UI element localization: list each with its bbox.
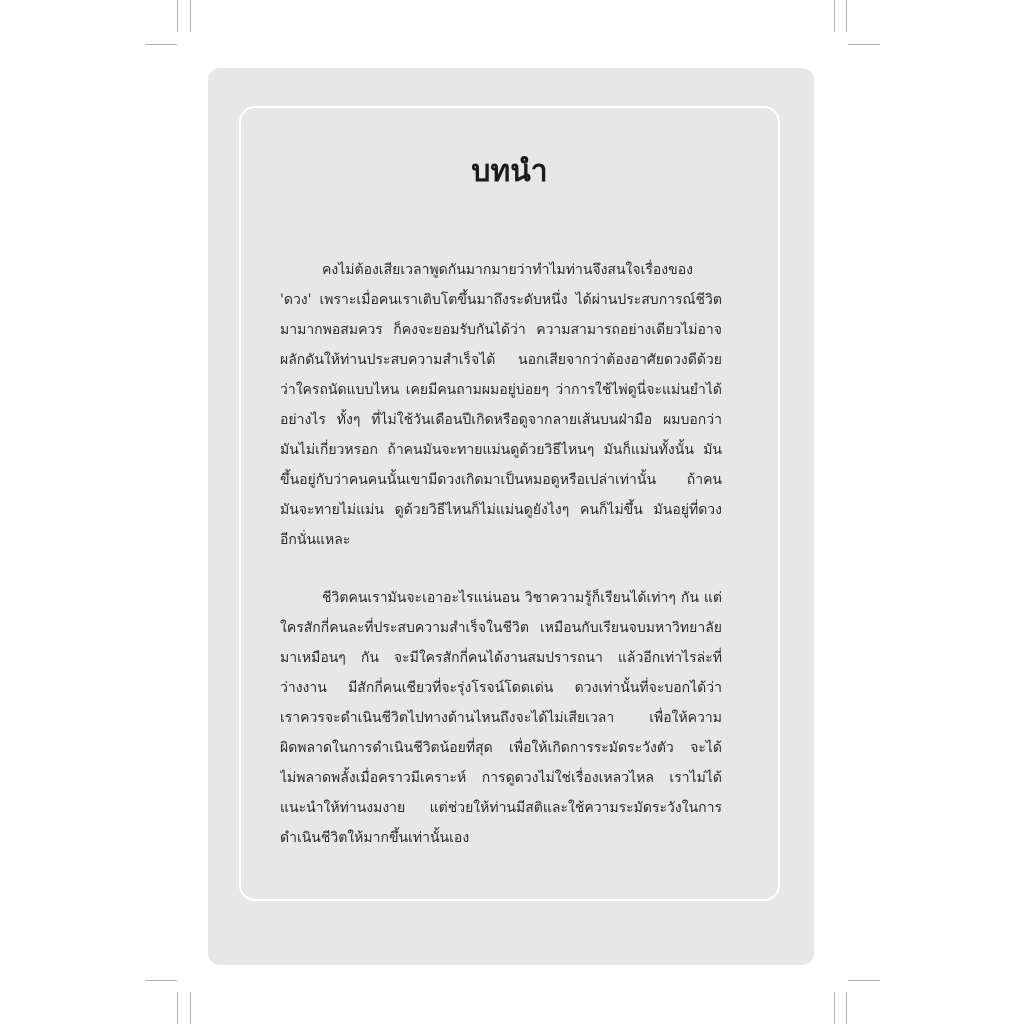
crop-mark-bottom-left-h <box>145 980 177 981</box>
paragraph-2-line-4: ว่างงาน มีสักกี่คนเชียวที่จะรุ่งโรจน์โดดเด่น ดวงเท่านั้นที่จะบอกได้ว่า <box>280 680 722 696</box>
crop-mark-bottom-right-inner <box>834 992 835 1024</box>
paragraph-1-line-10: อีกนั่นแหละ <box>280 532 351 548</box>
page-title: บทนำ <box>471 154 548 189</box>
paragraph-2-line-3: มาเหมือนๆ กัน จะมีใครสักกี่คนได้งานสมปรารถนา แล้วอีกเท่าไรล่ะที่ <box>280 650 722 666</box>
paragraph-1-line-4: ผลักดันให้ท่านประสบความสำเร็จได้ นอกเสียจากว่าต้องอาศัยดวงดีด้วย <box>280 352 722 368</box>
paragraph-2-line-8: แนะนำให้ท่านงมงาย แต่ช่วยให้ท่านมีสติและใช้ความระมัดระวังในการ <box>280 800 722 816</box>
paragraph-1-line-3: มามากพอสมควร ก็คงจะยอมรับกันได้ว่า ความสามารถอย่างเดียวไม่อาจ <box>280 322 722 338</box>
paragraph-1-line-9: มันจะทายไม่แม่น ดูด้วยวิธีไหนก็ไม่แม่นดูยังไงๆ คนก็ไม่ขึ้น มันอยู่ที่ดวง <box>280 502 722 518</box>
paragraph-1-line-2: 'ดวง' เพราะเมื่อคนเราเติบโตขึ้นมาถึงระดับหนึ่ง ได้ผ่านประสบการณ์ชีวิต <box>280 292 722 308</box>
crop-mark-top-left-inner <box>190 0 191 32</box>
paragraph-2-line-2: ใครสักกี่คนละที่ประสบความสำเร็จในชีวิต เหมือนกับเรียนจบมหาวิทยาลัย <box>280 620 722 636</box>
crop-mark-bottom-left-inner <box>190 992 191 1024</box>
paragraph-2-line-7: ไม่พลาดพลั้งเมื่อคราวมีเคราะห์ การดูดวงไม่ใช่เรื่องเหลวไหล เราไม่ได้ <box>280 770 722 786</box>
paragraph-2-line-9: ดำเนินชีวิตให้มากขึ้นเท่านั้นเอง <box>280 830 470 846</box>
paragraph-1-line-7: มันไม่เกี่ยวหรอก ถ้าคนมันจะทายแม่นดูด้วยวิธีไหนๆ มันก็แม่นทั้งนั้น มัน <box>280 442 722 458</box>
paragraph-2-line-5: เราควรจะดำเนินชีวิตไปทางด้านไหนถึงจะได้ไม่เสียเวลา เพื่อให้ความ <box>280 710 722 726</box>
paragraph-1-line-8: ขึ้นอยู่กับว่าคนคนนั้นเขามีดวงเกิดมาเป็นหมอดูหรือเปล่าเท่านั้น ถ้าคน <box>280 472 722 488</box>
crop-mark-bottom-right-h <box>848 980 880 981</box>
crop-mark-top-left <box>177 0 178 32</box>
crop-mark-top-right-inner <box>834 0 835 32</box>
crop-mark-top-right-h <box>848 44 880 45</box>
paragraph-1-line-6: อย่างไร ทั้งๆ ที่ไม่ใช้วันเดือนปีเกิดหรือดูจากลายเส้นบนฝ่ามือ ผมบอกว่า <box>280 412 722 428</box>
paragraph-1-line-1: คงไม่ต้องเสียเวลาพูดกันมากมายว่าทำไมท่านจึงสนใจเรื่องของ <box>322 262 693 278</box>
crop-mark-top-right <box>846 0 847 32</box>
crop-mark-top-left-h <box>145 44 177 45</box>
paragraph-2-line-1: ชีวิตคนเรามันจะเอาอะไรแน่นอน วิชาความรู้ก็เรียนได้เท่าๆ กัน แต่ <box>322 590 722 606</box>
paragraph-2-line-6: ผิดพลาดในการดำเนินชีวิตน้อยที่สุด เพื่อให้เกิดการระมัดระวังตัว จะได้ <box>280 740 722 756</box>
paragraph-1-line-5: ว่าใครถนัดแบบไหน เคยมีคนถามผมอยู่บ่อยๆ ว่าการใช้ไพ่ดูนี่จะแม่นยำได้ <box>280 382 722 398</box>
crop-mark-bottom-right <box>846 992 847 1024</box>
crop-mark-bottom-left <box>177 992 178 1024</box>
